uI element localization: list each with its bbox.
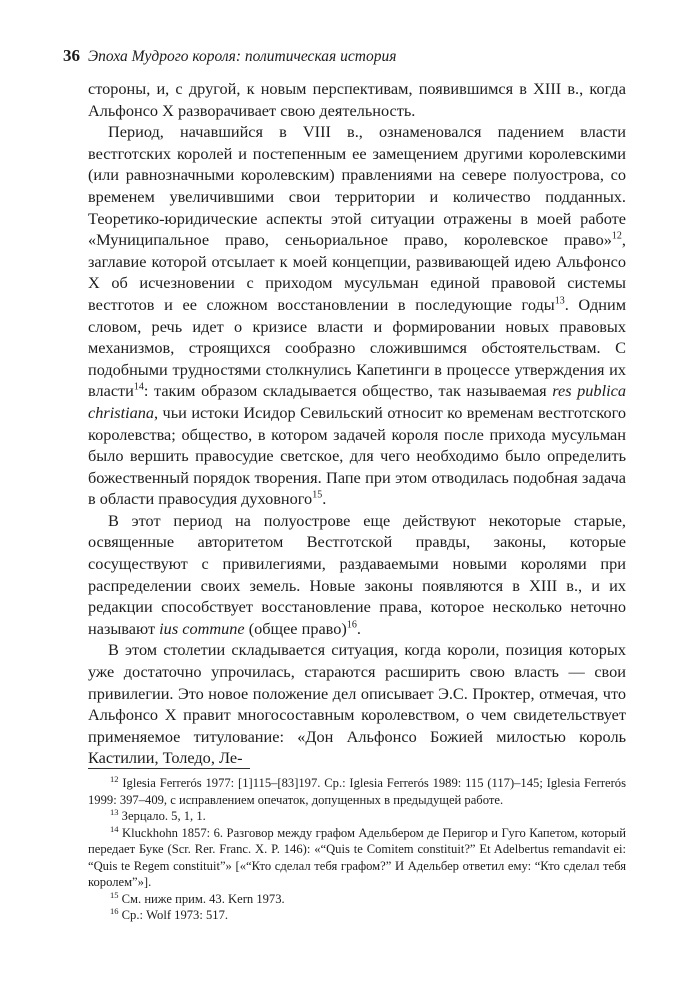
paragraph-2-text-3: . Одним словом, речь идет о кризисе власти и формировании новых правовых механизмов, строящихся сообразно сложившимся обстоятельствам. С подобными трудностями столкнулись Капетинги в процессе утверждения их власти: [88, 294, 626, 401]
paragraph-3-text-3: .: [356, 618, 361, 638]
latin-term-res-publica: res publica christiana: [88, 381, 626, 422]
page-number: 36: [63, 46, 80, 65]
paragraph-4: В этом столетии складывается ситуация, когда короли, позиция которых уже достаточно упрочилась, стараются расширить свою власть — свои привилегии. Это новое положение дел описывает Э.С. Проктер, отмечая, что Альфонсо X правит многосоставным королевством, о чем свидетельствует применяемое титулование: «Дон Альфонсо Божией милостью король Кастилии, Толедо, Ле-: [88, 640, 626, 768]
footnote-number: 15: [110, 889, 119, 900]
main-text: [88, 78, 626, 769]
footnote-number: 12: [110, 773, 119, 784]
footnote-ref-13[interactable]: 13: [554, 295, 565, 307]
footnote-12: [88, 775, 626, 808]
paragraph-3: [88, 510, 626, 640]
footnote-text: См. ниже прим. 43. Kern 1973.: [121, 891, 285, 906]
footnote-16: [88, 907, 626, 924]
footnote-ref-16[interactable]: 16: [346, 619, 357, 631]
footnote-text: Ср.: Wolf 1973: 517.: [121, 908, 229, 922]
footnote-ref-14[interactable]: 14: [133, 381, 144, 393]
paragraph-1: стороны, и, с другой, к новым перспективам, появившимся в XIII в., когда Альфонсо X разворачивает свою деятельность.: [88, 79, 626, 120]
footnote-number: 16: [110, 905, 119, 916]
footnote-15: [88, 891, 626, 908]
paragraph-3-text-2: (общее право): [244, 618, 347, 638]
paragraph-3-text-1: В этот период на полуострове еще действуют некоторые старые, освященные авторитетом Вестготской правды, законы, которые сосуществуют с привилегиями, раздаваемыми новыми королями при распределении своих земель. Новые законы появляются в XIII в., и их редакции способствует восстановление права, которое несколько неточно называют: [88, 510, 626, 638]
footnote-divider: [88, 768, 250, 769]
footnote-text: Iglesia Ferrerós 1977: [1]115–[83]197. Ср.: Iglesia Ferrerós 1989: 115 (117)–145; Iglesia Ferrerós 1999: 397–409, с исправлением опечаток, допущенных в предыдущей работе.: [88, 776, 626, 807]
footnote-ref-15[interactable]: 15: [312, 489, 323, 501]
latin-term-ius-commune: ius commune: [159, 618, 245, 638]
paragraph-2: [88, 121, 626, 510]
paragraph-2-text-6: .: [322, 489, 327, 509]
paragraph-2-text-2: , заглавие которой отсылает к моей концепции, развивающей идею Альфонсо X об исчезновении с приходом мусульман единой правовой системы вестготов и ее сложном восстановлении в последующие годы: [88, 230, 626, 314]
footnotes: [88, 775, 626, 924]
footnote-ref-12[interactable]: 12: [611, 230, 622, 242]
footnote-number: 14: [110, 823, 119, 834]
paragraph-2-text-5: , чьи истоки Исидор Севильский относит ко временам вестготского королевства; общество, в котором задачей короля после прихода мусульман было вершить правосудие светское, для чего необходимо было определить божественный порядок творения. Папе при этом отводилась подобная задача в области правосудия духовного: [88, 402, 626, 509]
paragraph-2-text-4: : таким образом складывается общество, так называемая: [143, 381, 553, 401]
footnote-text: Зерцало. 5, 1, 1.: [121, 809, 206, 823]
running-title: Эпоха Мудрого короля: политическая история: [88, 48, 397, 65]
running-header: [63, 46, 623, 67]
paragraph-2-text-1: Период, начавшийся в VIII в., ознаменовался падением власти вестготских королей и постепенным ее замещением другими королевскими (или равнозначными королевским) правлениями на севере полуострова, со временем увеличившими свои территории и количество подданных. Теоретико-юридические аспекты этой ситуации отражены в моей работе «Муниципальное право, сеньориальное право, королевское право»: [88, 122, 626, 250]
footnote-14: [88, 825, 626, 891]
footnote-text: Kluckhohn 1857: 6. Разговор между графом Адельбером де Перигор и Гуго Капетом, который передает Буке (Scr. Rer. Franc. X. P. 146): «“Quis te Comitem constituit?” Et Adelbertus remandavit ei: “Quis te Regem constituit”» [«“Кто сделал тебя графом?” И Адельбер ответил ему: “Кто сделал тебя королем”»].: [88, 825, 626, 889]
footnote-number: 13: [110, 806, 119, 817]
footnote-13: [88, 808, 626, 825]
